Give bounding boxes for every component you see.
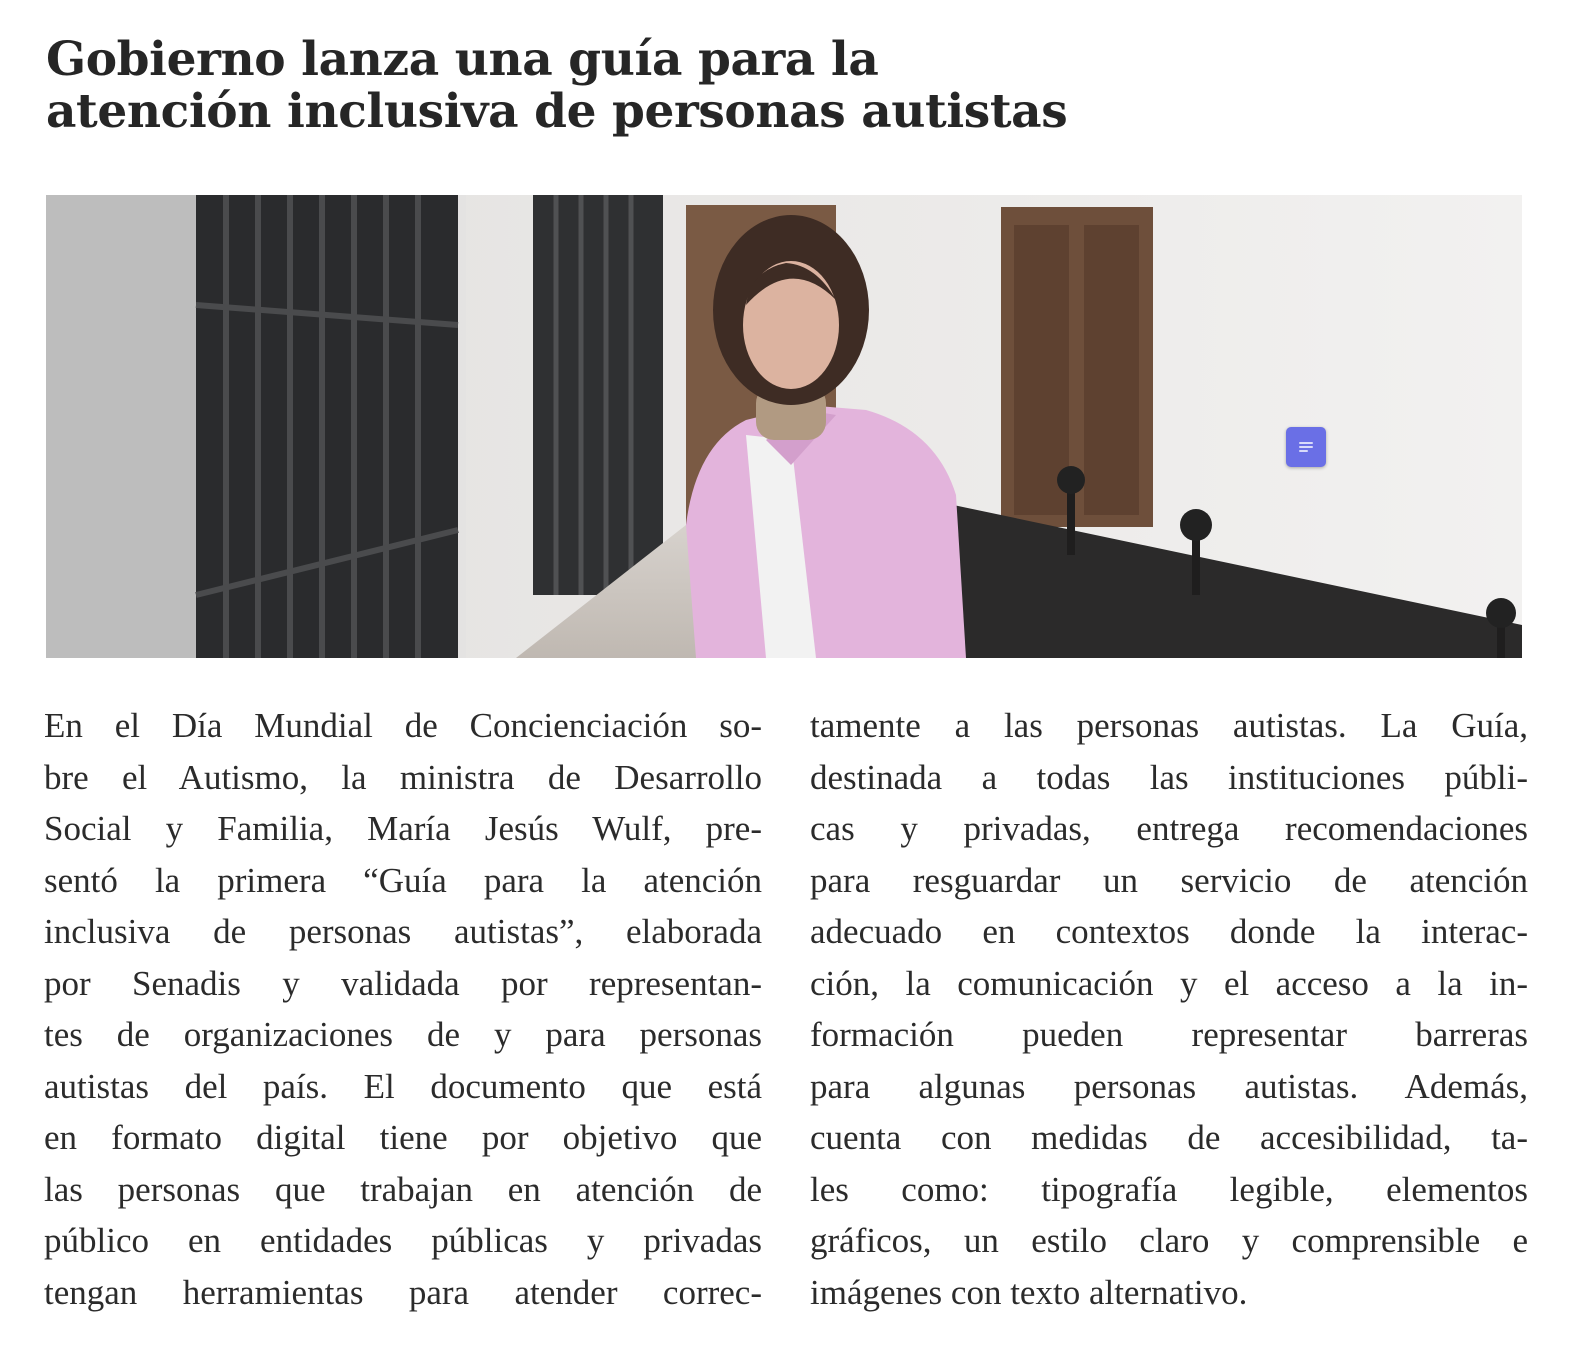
body-line: inclusiva de personas autistas”, elaborada: [44, 912, 762, 951]
body-line: formación pueden representar barreras: [810, 1015, 1528, 1054]
body-line: gráficos, un estilo claro y comprensible e: [810, 1221, 1528, 1260]
article-body-column-right: [810, 700, 1528, 1318]
body-line: bre el Autismo, la ministra de Desarrollo: [44, 757, 762, 797]
document-lines-icon[interactable]: [1286, 427, 1326, 467]
body-line: tengan herramientas para atender correc-: [44, 1272, 762, 1312]
body-line: las personas que trabajan en atención de: [44, 1169, 762, 1209]
body-line: cuenta con medidas de accesibilidad, ta-: [810, 1118, 1528, 1157]
body-line: autistas del país. El documento que está: [44, 1066, 762, 1106]
body-line: público en entidades públicas y privadas: [44, 1221, 762, 1260]
headline-line: atención inclusiva de personas autistas: [46, 84, 1068, 139]
body-line: sentó la primera “Guía para la atención: [44, 860, 762, 900]
body-line: en formato digital tiene por objetivo que: [44, 1118, 762, 1157]
headline-line: Gobierno lanza una guía para la: [46, 32, 879, 87]
body-line: cas y privadas, entrega recomendaciones: [810, 809, 1528, 848]
body-line: ción, la comunicación y el acceso a la in-: [810, 963, 1528, 1003]
article-body-column-left: [44, 700, 762, 1318]
body-line: tamente a las personas autistas. La Guía,: [810, 706, 1528, 745]
body-line: Social y Familia, María Jesús Wulf, pre-: [44, 809, 762, 848]
article-headline: [46, 34, 1146, 138]
body-line: destinada a todas las instituciones públi-: [810, 757, 1528, 797]
body-line: adecuado en contextos donde la interac-: [810, 912, 1528, 951]
body-line: para resguardar un servicio de atención: [810, 860, 1528, 900]
body-line: por Senadis y validada por representan-: [44, 963, 762, 1003]
body-line: para algunas personas autistas. Además,: [810, 1066, 1528, 1106]
body-line: En el Día Mundial de Concienciación so-: [44, 706, 762, 745]
article-photo: [46, 195, 1522, 658]
body-line: les como: tipografía legible, elementos: [810, 1169, 1528, 1209]
body-line: imágenes con texto alternativo.: [810, 1272, 1248, 1312]
body-line: tes de organizaciones de y para personas: [44, 1015, 762, 1054]
